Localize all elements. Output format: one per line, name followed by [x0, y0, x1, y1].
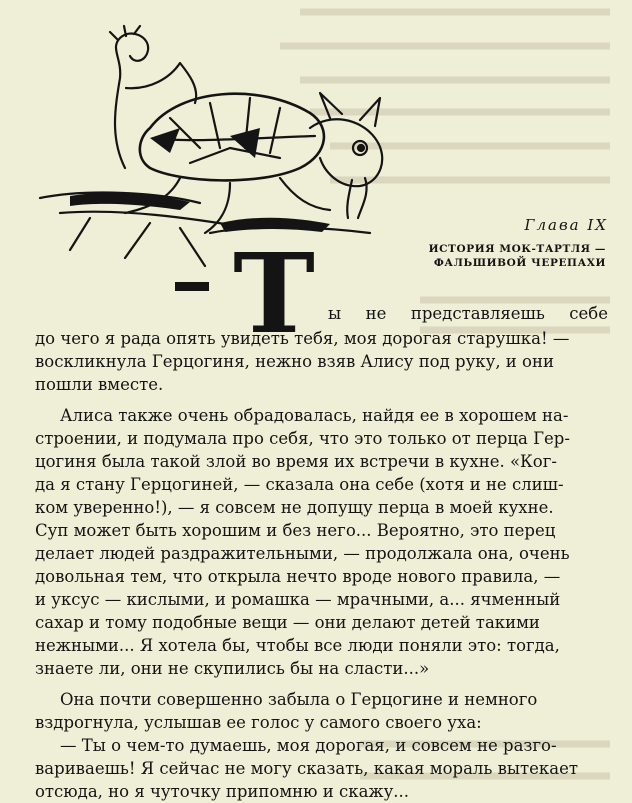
text-line: вздрогнула, услышав ее голос у самого своего уха:	[35, 713, 482, 732]
text-line: Она почти совершенно забыла о Герцогине и немного	[60, 690, 538, 709]
drop-cap-text: Т	[233, 236, 315, 344]
text-line: довольная тем, что открыла нечто вроде нового правила, —	[35, 567, 561, 586]
text-line: и уксус — кислыми, и ромашка — мрачными, а... ячменный	[35, 590, 561, 609]
text-line: пошли вместе.	[35, 375, 164, 394]
mock-turtle-illustration	[30, 18, 430, 268]
text-line: сахар и тому подобные вещи — они делают детей такими	[35, 613, 540, 632]
text-line: делает людей раздражительными, — продолжала она, очень	[35, 544, 570, 563]
chapter-label: Глава IX	[524, 216, 608, 234]
text-line: отсюда, но я чуточку припомню и скажу...	[35, 782, 410, 801]
drop-cap-ornament	[175, 282, 209, 291]
text-line: вариваешь! Я сейчас не могу сказать, какая мораль вытекает	[35, 759, 578, 778]
chapter-heading-line-1: ИСТОРИЯ МОК-ТАРТЛЯ —	[428, 243, 606, 255]
text-line: Суп может быть хорошим и без него... Вероятно, это перец	[35, 521, 556, 540]
chapter-heading	[396, 242, 606, 270]
text-line: да я стану Герцогиней, — сказала она себе (хотя и не слиш-	[35, 475, 564, 494]
chapter-heading-line-2: ФАЛЬШИВОЙ ЧЕРЕПАХИ	[433, 257, 606, 269]
text-line: — Ты о чем-то думаешь, моя дорогая, и совсем не разго-	[60, 736, 557, 755]
text-line-first: ы не представляешь себе	[328, 304, 608, 323]
text-line: цогиня была такой злой во время их встречи в кухне. «Ког-	[35, 452, 557, 471]
text-line: нежными... Я хотела бы, чтобы все люди поняли это: тогда,	[35, 636, 560, 655]
text-line: Алиса также очень обрадовалась, найдя ее в хорошем на-	[60, 406, 569, 425]
text-line: знаете ли, они не скупились бы на сласти...»	[35, 659, 430, 678]
text-line: до чего я рада опять увидеть тебя, моя дорогая старушка! —	[35, 329, 570, 348]
text-line: воскликнула Герцогиня, нежно взяв Алису под руку, и они	[35, 352, 554, 371]
text-line: строении, и подумала про себя, что это только от перца Гер-	[35, 429, 570, 448]
text-line: ком уверенно!), — я совсем не допущу перца в моей кухне.	[35, 498, 554, 517]
